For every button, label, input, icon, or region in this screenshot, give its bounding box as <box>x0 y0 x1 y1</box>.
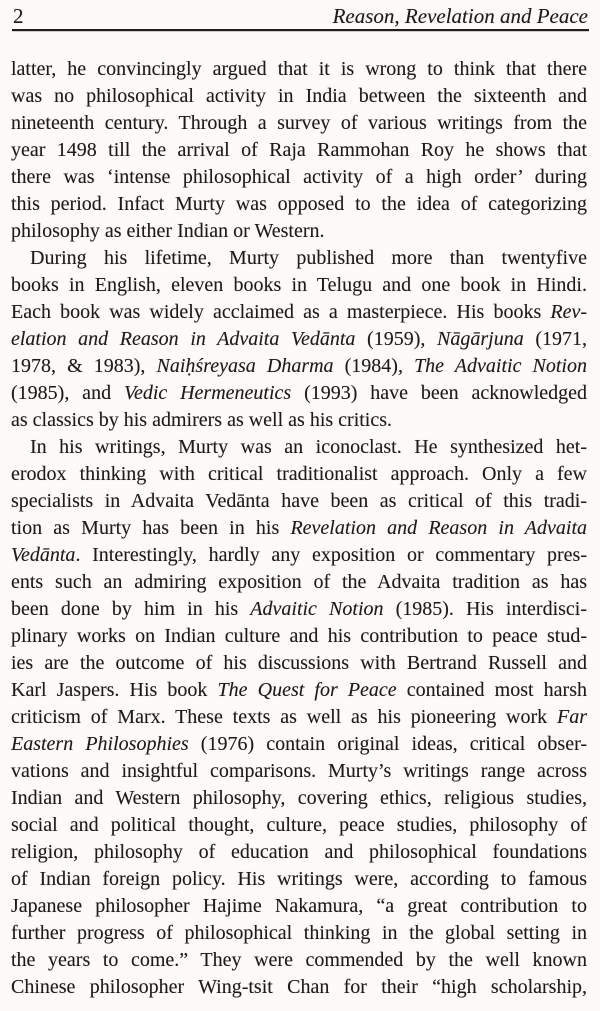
italic-text: The Quest for Peace <box>217 679 397 701</box>
text-line <box>11 839 587 866</box>
regular-text: (1984), <box>333 355 415 377</box>
text-line <box>11 299 587 326</box>
regular-text: year 1498 till the arrival of Raja Rammohan Roy he shows that <box>11 139 587 161</box>
regular-text: ies are the outcome of his discussions with Bertrand Russell and <box>11 652 587 674</box>
regular-text: ents such an admiring exposition of the Advaita tradition as has <box>11 571 587 593</box>
text-line <box>11 947 587 974</box>
italic-text: The Advaitic Notion <box>414 355 587 377</box>
text-line <box>11 245 587 272</box>
text-line <box>11 650 587 677</box>
italic-text: Far <box>557 706 587 728</box>
page-number: 2 <box>13 4 24 28</box>
text-line <box>11 137 587 164</box>
text-line <box>11 164 587 191</box>
text-line <box>11 920 587 947</box>
text-line <box>11 704 587 731</box>
page-body <box>11 56 587 1001</box>
regular-text: (1985), and <box>11 382 124 404</box>
regular-text: religion, philosophy of education and philosophical foundations <box>11 841 587 863</box>
regular-text: the years to come.” They were commended by the well known <box>11 949 587 971</box>
regular-text: Japanese philosopher Hajime Nakamura, “a great contribution to <box>11 895 587 917</box>
regular-text: contained most harsh <box>396 679 587 701</box>
text-line <box>11 488 587 515</box>
regular-text: Indian and Western philosophy, covering ethics, religious studies, <box>11 787 587 809</box>
regular-text: 1978, & 1983), <box>11 355 157 377</box>
text-line <box>11 353 587 380</box>
text-line <box>11 866 587 893</box>
italic-text: Advaitic Notion <box>250 598 384 620</box>
page-header <box>0 0 600 28</box>
regular-text: During his lifetime, Murty published more than twentyfive <box>30 247 587 269</box>
regular-text: as classics by his admirers as well as his critics. <box>11 409 393 431</box>
paragraph-2 <box>11 245 587 434</box>
text-line <box>11 56 587 83</box>
text-line <box>11 191 587 218</box>
regular-text: Chinese philosopher Wing-tsit Chan for their “high scholarship, <box>11 976 587 998</box>
text-line <box>11 326 587 353</box>
regular-text: Each book was widely acclaimed as a masterpiece. His books <box>11 301 551 323</box>
regular-text: erodox thinking with critical traditionalist approach. Only a few <box>11 463 587 485</box>
text-line <box>11 758 587 785</box>
regular-text: (1971, <box>523 328 587 350</box>
text-line <box>11 110 587 137</box>
text-line <box>11 380 587 407</box>
text-line <box>11 812 587 839</box>
text-line <box>11 893 587 920</box>
italic-text: Revelation and Reason in Advaita <box>290 517 587 539</box>
regular-text: plinary works on Indian culture and his contribution to peace stud- <box>11 625 587 647</box>
regular-text: (1993) have been acknowledged <box>291 382 587 404</box>
text-line <box>11 677 587 704</box>
italic-text: Vedānta <box>11 544 76 566</box>
text-line <box>11 596 587 623</box>
italic-text: Rev- <box>550 301 587 323</box>
italic-text: Nāgārjuna <box>437 328 524 350</box>
regular-text: (1976) contain original ideas, critical obser- <box>188 733 587 755</box>
regular-text: . Interestingly, hardly any exposition or commentary pres- <box>75 544 587 566</box>
text-line <box>11 461 587 488</box>
text-line <box>11 434 587 461</box>
regular-text: (1959), <box>355 328 438 350</box>
regular-text: latter, he convincingly argued that it is wrong to think that there <box>11 58 587 80</box>
regular-text: In his writings, Murty was an iconoclast. He synthesized het- <box>30 436 587 458</box>
regular-text: philosophy as either Indian or Western. <box>11 220 325 242</box>
text-line <box>11 218 587 245</box>
text-line <box>11 569 587 596</box>
paragraph-3 <box>11 434 587 1001</box>
regular-text: of Indian foreign policy. His writings were, according to famous <box>11 868 587 890</box>
regular-text: (1985). His interdisci- <box>383 598 587 620</box>
italic-text: Vedic Hermeneutics <box>123 382 292 404</box>
regular-text: was no philosophical activity in India between the sixteenth and <box>11 85 587 107</box>
text-line <box>11 515 587 542</box>
text-line <box>11 83 587 110</box>
text-line <box>11 272 587 299</box>
regular-text: Karl Jaspers. His book <box>11 679 218 701</box>
text-line <box>11 623 587 650</box>
italic-text: Naiḥśreyasa Dharma <box>156 355 334 377</box>
regular-text: this period. Infact Murty was opposed to the idea of categorizing <box>11 193 587 215</box>
regular-text: books in English, eleven books in Telugu and one book in Hindi. <box>11 274 587 296</box>
regular-text: vations and insightful comparisons. Murty’s writings range across <box>11 760 587 782</box>
regular-text: tion as Murty has been in his <box>11 517 291 539</box>
regular-text: further progress of philosophical thinking in the global setting in <box>11 922 587 944</box>
paragraph-1 <box>11 56 587 245</box>
regular-text: nineteenth century. Through a survey of various writings from the <box>11 112 587 134</box>
regular-text: specialists in Advaita Vedānta have been as critical of this tradi- <box>11 490 587 512</box>
regular-text: criticism of Marx. These texts as well as his pioneering work <box>11 706 557 728</box>
text-line <box>11 542 587 569</box>
text-line <box>11 731 587 758</box>
text-line <box>11 974 587 1001</box>
text-line <box>11 407 587 434</box>
regular-text: there was ‘intense philosophical activity of a high order’ during <box>11 166 587 188</box>
italic-text: Eastern Philosophies <box>11 733 189 755</box>
regular-text: social and political thought, culture, peace studies, philosophy of <box>11 814 587 836</box>
italic-text: elation and Reason in Advaita Vedānta <box>11 328 356 350</box>
text-line <box>11 785 587 812</box>
regular-text: been done by him in his <box>11 598 251 620</box>
header-rule <box>12 29 589 31</box>
running-title: Reason, Revelation and Peace <box>332 4 588 28</box>
